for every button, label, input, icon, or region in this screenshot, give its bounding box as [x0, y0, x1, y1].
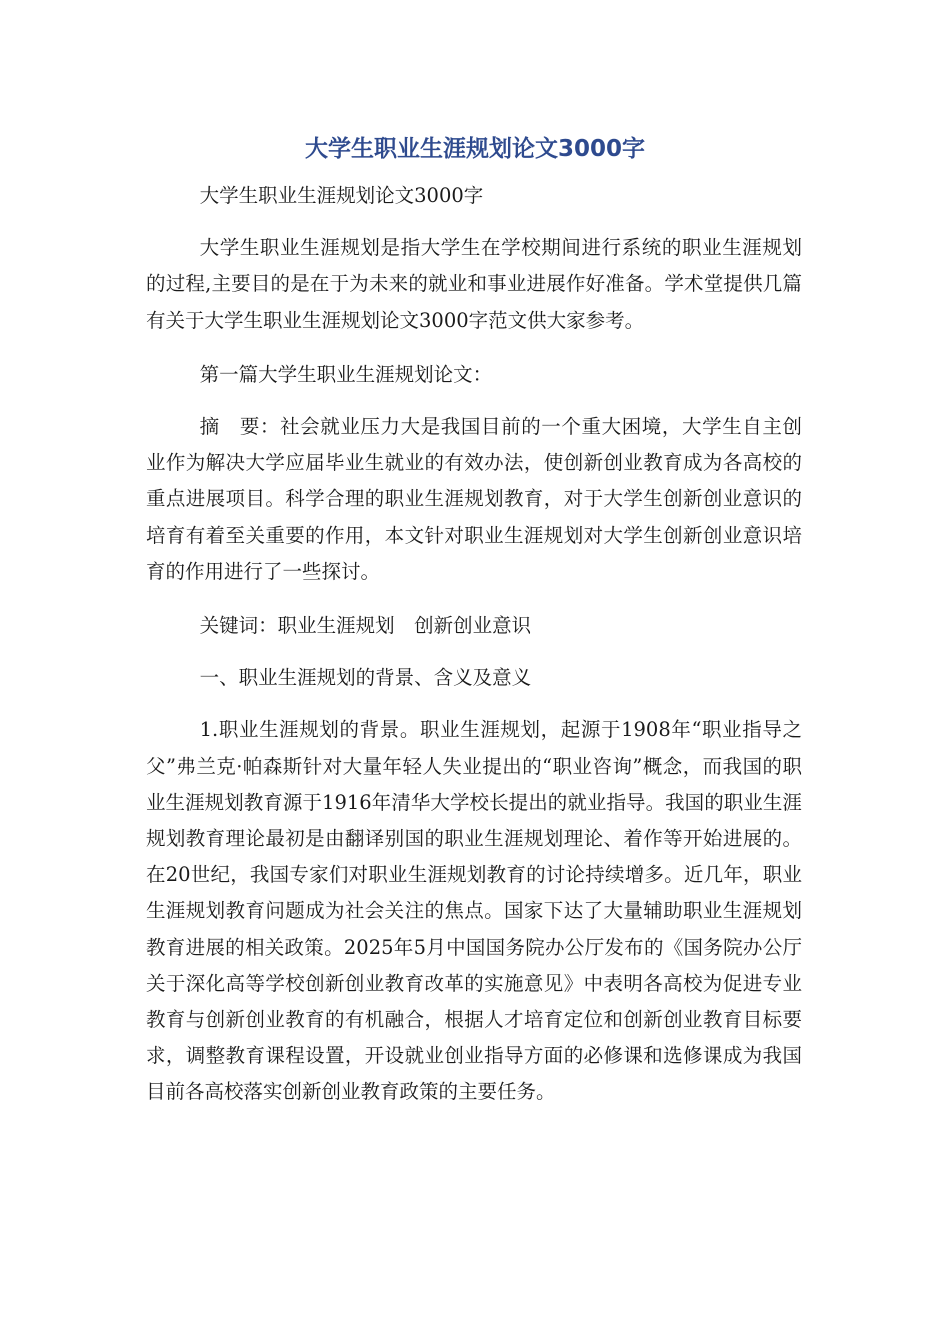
- paragraph-subtitle: 大学生职业生涯规划论文3000字: [199, 184, 484, 207]
- paragraph-abstract: 摘 要：社会就业压力大是我国目前的一个重大困境，大学生自主创业作为解决大学应届毕业生就业的有效办法，使创新创业教育成为各高校的重点进展项目。科学合理的职业生涯规划教育，对于大学生创新创业意识的培育有着至关重要的作用，本文针对职业生涯规划对大学生创新创业意识培育的作用进行了一些探讨。: [146, 415, 802, 583]
- document-title: 大学生职业生涯规划论文3000字: [304, 136, 645, 162]
- paragraph-chapter-heading: 一、职业生涯规划的背景、含义及意义: [199, 666, 532, 690]
- paragraph-keywords: 关键词：职业生涯规划 创新创业意识: [199, 614, 532, 638]
- paragraph-section-heading: 第一篇大学生职业生涯规划论文：: [199, 362, 493, 386]
- document-body: [146, 178, 802, 1129]
- paragraph-background: 1.职业生涯规划的背景。职业生涯规划，起源于1908年“职业指导之父”弗兰克·帕森斯针对大量年轻人失业提出的“职业咨询”概念，而我国的职业生涯规划教育源于1916年清华大学校长提出的就业指导。我国的职业生涯规划教育理论最初是由翻译别国的职业生涯规划理论、着作等开始进展的。在20世纪，我国专家们对职业生涯规划教育的讨论持续增多。近几年，职业生涯规划教育问题成为社会关注的焦点。国家下达了大量辅助职业生涯规划教育进展的相关政策。2025年5月中国国务院办公厅发布的《国务院办公厅关于深化高等学校创新创业教育改革的实施意见》中表明各高校为促进专业教育与创新创业教育的有机融合，根据人才培育定位和创新创业教育目标要求，调整教育课程设置，开设就业创业指导方面的必修课和选修课成为我国目前各高校落实创新创业教育政策的主要任务。: [146, 718, 802, 1104]
- paragraph-intro: 大学生职业生涯规划是指大学生在学校期间进行系统的职业生涯规划的过程,主要目的是在于为未来的就业和事业进展作好准备。学术堂提供几篇有关于大学生职业生涯规划论文3000字范文供大家参考。: [146, 236, 802, 332]
